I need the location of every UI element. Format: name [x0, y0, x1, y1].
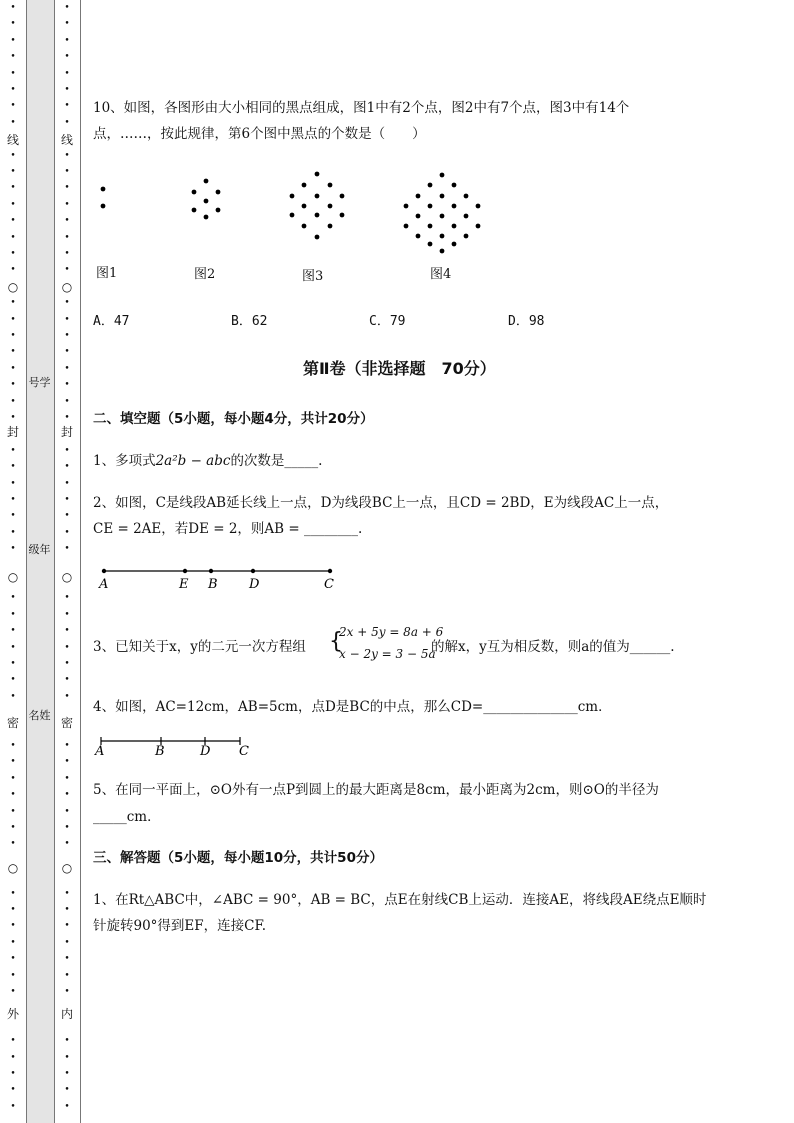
gutter-dot: • — [64, 593, 70, 604]
black-dot — [216, 190, 221, 195]
black-dot — [464, 194, 469, 199]
gutter-dot: • — [10, 888, 16, 899]
black-dot — [440, 214, 445, 219]
gutter-dot: • — [10, 35, 16, 46]
gutter-dot: • — [64, 19, 70, 30]
gutter-dot: • — [64, 1085, 70, 1096]
gutter-dot: • — [10, 954, 16, 965]
gutter-dot: • — [10, 1101, 16, 1112]
black-dot — [315, 213, 320, 218]
gutter-dot: • — [10, 85, 16, 95]
s2-q5-line1: 5、在同一平面上，⊙O外有一点P到圆上的最大距离是8cm，最小距离为2cm，则⊙O的半径为 — [93, 782, 659, 798]
gutter-dot: • — [10, 642, 16, 653]
gutter-dot: • — [10, 806, 16, 817]
gutter-dot: • — [64, 790, 70, 801]
gutter-dot: • — [64, 937, 70, 948]
q4-point-c: C — [239, 744, 249, 759]
gutter-dot: • — [10, 68, 16, 79]
black-dot — [452, 242, 457, 247]
grade-label: 级年 — [28, 543, 51, 556]
gutter-dot: • — [10, 1069, 16, 1079]
section3-title: 三、解答题（5小题，每小题10分，共计50分） — [93, 850, 383, 866]
gutter-dot: • — [10, 1052, 16, 1063]
gutter-dot: • — [10, 1036, 16, 1047]
gutter-dot: • — [10, 823, 16, 833]
gutter-dot: • — [10, 790, 16, 801]
part2-title: 第Ⅱ卷（非选择题 70分） — [303, 359, 496, 378]
black-dot — [452, 183, 457, 188]
student-number-label: 号学 — [28, 376, 51, 389]
gutter-dot: • — [64, 347, 70, 358]
gutter-dot: • — [64, 1052, 70, 1063]
fig1-label: 图1 — [96, 266, 118, 281]
black-dot — [452, 224, 457, 229]
fig2-label: 图2 — [194, 267, 216, 282]
q10-line1: 10、如图，各图形由大小相同的黑点组成，图1中有2个点，图2中有7个点，图3中有14个 — [93, 100, 630, 116]
gutter-dot: • — [64, 741, 70, 751]
black-dot — [416, 194, 421, 199]
gutter-dot: • — [64, 35, 70, 46]
black-dot — [302, 183, 307, 188]
gutter-dot: • — [64, 921, 70, 932]
gutter-dot: • — [64, 52, 70, 63]
gutter-dot: • — [10, 331, 16, 341]
gutter-dot: • — [10, 970, 16, 981]
gutter-dot: • — [64, 527, 70, 538]
gutter-dot: • — [10, 314, 16, 325]
black-dot — [428, 224, 433, 229]
gutter-dot: • — [64, 249, 70, 259]
gutter-dot: • — [10, 380, 16, 391]
gutter-dot: • — [10, 593, 16, 604]
gutter-dot: • — [64, 331, 70, 341]
gutter-dot: • — [10, 937, 16, 948]
gutter-dot: • — [10, 3, 16, 13]
gutter-dot: • — [64, 363, 70, 374]
gutter-dot: • — [10, 773, 16, 784]
s2-q5-line2: _____cm． — [93, 809, 161, 825]
s2-q1-expression: 2a²b − abc — [155, 453, 231, 469]
gutter-dot: • — [64, 232, 70, 243]
black-dot — [340, 194, 345, 199]
gutter-seal-char: 封 — [60, 425, 73, 439]
q10-line2: 点，……，按此规律，第6个图中黑点的个数是（ ） — [93, 126, 426, 142]
black-dot — [428, 183, 433, 188]
black-dot — [416, 234, 421, 239]
s2-q3-eq2: x − 2y = 3 − 5a — [339, 647, 436, 661]
gutter-dot: • — [64, 839, 70, 850]
black-dot — [204, 215, 209, 220]
gutter-circle: ○ — [61, 280, 73, 294]
gutter-dot: • — [64, 380, 70, 391]
gutter-dot: • — [10, 511, 16, 522]
gutter-dot: • — [64, 216, 70, 227]
gutter-dot: • — [10, 544, 16, 555]
black-dot — [440, 249, 445, 254]
gutter-dot: • — [64, 888, 70, 899]
q2-point-d: D — [249, 577, 260, 592]
option-b: B．62 — [231, 314, 268, 329]
black-dot — [101, 187, 106, 192]
black-dot — [328, 224, 333, 229]
black-dot — [216, 208, 221, 213]
option-a: A．47 — [93, 314, 130, 329]
section2-title: 二、填空题（5小题，每小题4分，共计20分） — [93, 411, 374, 427]
gutter-dot: • — [64, 445, 70, 456]
gutter-seal-char: 封 — [6, 425, 19, 439]
q2-point-a: A — [99, 577, 109, 592]
gutter-dot: • — [64, 544, 70, 555]
black-dot — [416, 214, 421, 219]
gutter-dot: • — [64, 1069, 70, 1079]
gutter-dot: • — [10, 839, 16, 850]
gutter-dot: • — [64, 823, 70, 833]
gutter-dot: • — [10, 150, 16, 161]
gutter-dot: • — [64, 1036, 70, 1047]
gutter-dot: • — [10, 921, 16, 932]
gutter-dot: • — [10, 741, 16, 751]
gutter-dot: • — [64, 806, 70, 817]
black-dot — [192, 208, 197, 213]
black-dot — [315, 172, 320, 177]
s2-q3-suffix: 的解x，y互为相反数，则a的值为______. — [431, 639, 675, 655]
black-dot — [476, 224, 481, 229]
gutter-dot: • — [10, 52, 16, 63]
gutter-dot: • — [64, 167, 70, 177]
black-dot — [440, 234, 445, 239]
dot-pattern-figures — [90, 165, 500, 260]
q2-point-b: B — [208, 577, 218, 592]
black-dot — [440, 173, 445, 178]
gutter-outer-column — [0, 0, 26, 1123]
gutter-secret-char: 密 — [6, 716, 19, 730]
option-d: D．98 — [508, 314, 545, 329]
gutter-dot: • — [10, 626, 16, 637]
q2-point-c: C — [324, 577, 334, 592]
q4-point-a: A — [95, 744, 105, 759]
s3-q1-line2: 针旋转90°得到EF，连接CF. — [93, 918, 267, 934]
gutter-dot: • — [64, 773, 70, 784]
gutter-outer-char: 外 — [6, 1007, 19, 1021]
black-dot — [204, 199, 209, 204]
gutter-dot: • — [64, 511, 70, 522]
fig4-label: 图4 — [430, 267, 452, 282]
gutter-dot: • — [64, 626, 70, 637]
gutter-dot: • — [64, 954, 70, 965]
gutter-dot: • — [10, 298, 16, 309]
s2-q4: 4、如图，AC=12cm，AB=5cm，点D是BC的中点，那么CD=______________cm． — [93, 699, 612, 715]
equation-brace: { — [329, 629, 343, 654]
s3-q1-line1: 1、在Rt△ABC中，∠ABC = 90°，AB = BC，点E在射线CB上运动．连接AE，将线段AE绕点E顺时 — [93, 892, 707, 908]
gutter-dot: • — [10, 249, 16, 259]
gutter-dot: • — [10, 659, 16, 669]
gutter-dot: • — [10, 609, 16, 620]
gutter-dot: • — [64, 183, 70, 194]
option-c: C．79 — [369, 314, 406, 329]
gutter-dot: • — [10, 19, 16, 30]
gutter-dot: • — [64, 478, 70, 489]
black-dot — [315, 235, 320, 240]
gutter-dot: • — [64, 298, 70, 309]
gutter-dot: • — [10, 216, 16, 227]
gutter-dot: • — [10, 199, 16, 210]
black-dot — [192, 190, 197, 195]
fig3-label: 图3 — [302, 269, 324, 284]
black-dot — [464, 214, 469, 219]
gutter-info-band — [26, 0, 55, 1123]
gutter-dot: • — [64, 642, 70, 653]
gutter-dot: • — [64, 150, 70, 161]
gutter-circle: ○ — [7, 861, 19, 875]
gutter-secret-char: 密 — [60, 716, 73, 730]
black-dot — [340, 213, 345, 218]
s2-q2-line2: CE = 2AE，若DE = 2，则AB = ________. — [93, 521, 363, 537]
gutter-line-char: 线 — [60, 133, 73, 147]
gutter-dot: • — [64, 1101, 70, 1112]
gutter-inner-column — [54, 0, 81, 1123]
black-dot — [452, 204, 457, 209]
gutter-dot: • — [64, 757, 70, 768]
black-dot — [464, 234, 469, 239]
black-dot — [101, 204, 106, 209]
gutter-dot: • — [10, 265, 16, 276]
black-dot — [290, 213, 295, 218]
black-dot — [440, 194, 445, 199]
gutter-dot: • — [10, 445, 16, 456]
black-dot — [328, 204, 333, 209]
gutter-dot: • — [64, 199, 70, 210]
gutter-dot: • — [64, 691, 70, 702]
black-dot — [315, 194, 320, 199]
gutter-dot: • — [10, 413, 16, 423]
gutter-dot: • — [64, 609, 70, 620]
gutter-circle: ○ — [61, 861, 73, 875]
gutter-dot: • — [64, 396, 70, 407]
gutter-dot: • — [64, 495, 70, 505]
black-dot — [476, 204, 481, 209]
gutter-dot: • — [64, 68, 70, 79]
gutter-dot: • — [64, 462, 70, 473]
gutter-dot: • — [10, 987, 16, 997]
s2-q1-suffix: 的次数是_____. — [230, 453, 323, 469]
black-dot — [428, 242, 433, 247]
gutter-dot: • — [64, 314, 70, 325]
gutter-dot: • — [64, 413, 70, 423]
gutter-dot: • — [64, 675, 70, 686]
gutter-circle: ○ — [7, 570, 19, 584]
q2-segment-figure — [95, 562, 345, 592]
gutter-dot: • — [10, 183, 16, 194]
s2-q2-line1: 2、如图，C是线段AB延长线上一点，D为线段BC上一点，且CD = 2BD，E为线段AC上一点， — [93, 495, 669, 511]
gutter-dot: • — [10, 905, 16, 915]
gutter-dot: • — [10, 478, 16, 489]
black-dot — [290, 194, 295, 199]
gutter-dot: • — [10, 495, 16, 505]
gutter-inner-char: 内 — [60, 1007, 73, 1021]
gutter-dot: • — [10, 232, 16, 243]
black-dot — [302, 204, 307, 209]
gutter-dot: • — [64, 970, 70, 981]
name-label: 名姓 — [28, 709, 51, 722]
gutter-dot: • — [10, 167, 16, 177]
gutter-dot: • — [64, 117, 70, 128]
gutter-dot: • — [10, 363, 16, 374]
gutter-dot: • — [10, 675, 16, 686]
gutter-dot: • — [10, 691, 16, 702]
black-dot — [428, 204, 433, 209]
q4-point-b: B — [155, 744, 165, 759]
gutter-dot: • — [64, 3, 70, 13]
q4-segment-figure — [93, 733, 253, 759]
gutter-dot: • — [10, 1085, 16, 1096]
gutter-dot: • — [10, 101, 16, 112]
gutter-dot: • — [10, 462, 16, 473]
gutter-dot: • — [64, 905, 70, 915]
gutter-dot: • — [10, 396, 16, 407]
gutter-dot: • — [10, 117, 16, 128]
s2-q3-prefix: 3、已知关于x，y的二元一次方程组 — [93, 639, 306, 655]
gutter-line-char: 线 — [6, 133, 19, 147]
gutter-dot: • — [64, 659, 70, 669]
black-dot — [404, 204, 409, 209]
gutter-dot: • — [64, 265, 70, 276]
black-dot — [204, 179, 209, 184]
gutter-dot: • — [10, 527, 16, 538]
s2-q1 — [93, 448, 322, 474]
gutter-dot: • — [64, 101, 70, 112]
black-dot — [328, 183, 333, 188]
q2-point-e: E — [179, 577, 189, 592]
s2-q1-prefix: 1、多项式 — [93, 453, 156, 469]
gutter-circle: ○ — [61, 570, 73, 584]
q4-point-d: D — [200, 744, 211, 759]
gutter-dot: • — [64, 987, 70, 997]
gutter-dot: • — [64, 85, 70, 95]
gutter-dot: • — [10, 347, 16, 358]
gutter-circle: ○ — [7, 280, 19, 294]
gutter-dot: • — [10, 757, 16, 768]
s2-q3-eq1: 2x + 5y = 8a + 6 — [339, 625, 444, 639]
black-dot — [302, 224, 307, 229]
black-dot — [404, 224, 409, 229]
